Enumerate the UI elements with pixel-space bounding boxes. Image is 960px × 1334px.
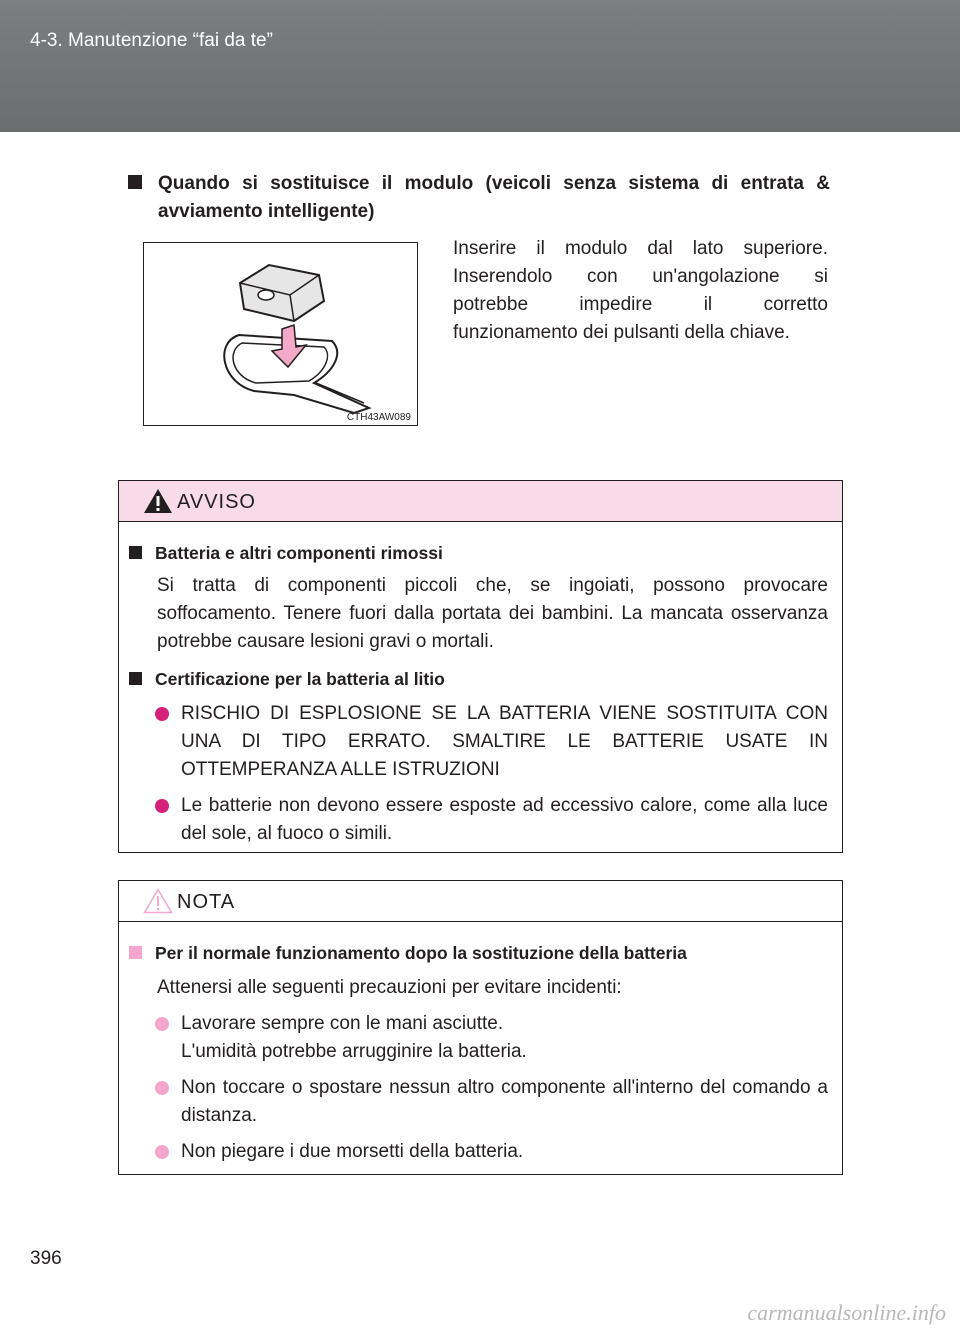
note-box — [118, 880, 843, 1175]
note-bullet-text: Lavorare sempre con le mani asciutte. — [181, 1013, 504, 1034]
warning-item-title — [129, 666, 828, 692]
warning-label: AVVISO — [177, 491, 256, 513]
note-bullet-text: Non piegare i due morsetti della batteria. — [181, 1141, 524, 1162]
section-title-line2: avviamento intelligente) — [158, 201, 375, 222]
note-item-title — [129, 940, 828, 966]
warning-triangle-icon — [143, 488, 173, 514]
watermark: carmanualsonline.info — [747, 1300, 946, 1325]
note-bullet — [129, 1010, 828, 1066]
circle-bullet-icon — [155, 707, 169, 721]
warning-bullet-text: Le batterie non devono essere esposte ad eccessivo calore, come alla luce del sole, al fuoco o simili. — [181, 795, 828, 844]
note-intro: Attenersi alle seguenti precauzioni per evitare incidenti: — [157, 977, 622, 998]
circle-bullet-icon — [155, 799, 169, 813]
warning-item-title — [129, 540, 828, 566]
section-title-line1: Quando si sostituisce il modulo (veicoli senza sistema di entrata & — [158, 173, 830, 194]
warning-box — [118, 480, 843, 853]
warning-item-text: Si tratta di componenti piccoli che, se ingoiati, possono provocare soffocamento. Tenere fuori dalla portata dei bambini. La mancata osservanza potrebbe causare lesioni gravi o mortali. — [157, 575, 828, 652]
header-title: 4-3. Manutenzione “fai da te” — [30, 30, 273, 51]
warning-bullet — [129, 792, 828, 848]
section-title — [128, 170, 830, 226]
warning-bullet-text: RISCHIO DI ESPLOSIONE SE LA BATTERIA VIENE SOSTITUITA CON UNA DI TIPO ERRATO. SMALTIRE LE BATTERIE USATE IN OTTEMPERANZA ALLE ISTRUZIONI — [181, 703, 828, 780]
warning-bullet — [129, 700, 828, 784]
note-bullet-text: Non toccare o spostare nessun altro componente all'interno del comando a distanza. — [181, 1077, 828, 1126]
key-module-icon — [144, 243, 417, 425]
warning-item-title-text: Batteria e altri componenti rimossi — [155, 543, 443, 563]
note-item-title-text: Per il normale funzionamento dopo la sostituzione della batteria — [155, 943, 687, 963]
caption-line: potrebbe impedire il corretto — [453, 294, 828, 315]
note-label: NOTA — [177, 891, 236, 913]
note-header — [119, 881, 842, 922]
caption-line: Inserendolo con un'angolazione si — [453, 266, 828, 287]
caption-line: funzionamento dei pulsanti della chiave. — [453, 322, 790, 343]
square-bullet-icon — [129, 946, 142, 959]
circle-bullet-icon — [155, 1017, 169, 1031]
note-bullet — [129, 1138, 828, 1166]
note-bullet-text: L'umidità potrebbe arrugginire la batteria. — [181, 1041, 527, 1062]
square-bullet-icon — [129, 546, 142, 559]
warning-item-title-text: Certificazione per la batteria al litio — [155, 669, 445, 689]
section-square-icon — [128, 175, 142, 189]
key-module-illustration — [143, 242, 418, 426]
circle-bullet-icon — [155, 1145, 169, 1159]
warning-header — [119, 481, 842, 522]
warning-body — [119, 522, 842, 862]
circle-bullet-icon — [155, 1081, 169, 1095]
figure-caption — [453, 235, 828, 347]
header-bar — [0, 0, 960, 132]
note-body — [119, 922, 842, 1180]
figure-code: CTH43AW089 — [346, 412, 411, 423]
caption-line: Inserire il modulo dal lato superiore. — [453, 238, 828, 259]
square-bullet-icon — [129, 672, 142, 685]
page-number: 396 — [30, 1248, 62, 1269]
caution-triangle-icon — [143, 888, 173, 914]
note-bullet — [129, 1074, 828, 1130]
